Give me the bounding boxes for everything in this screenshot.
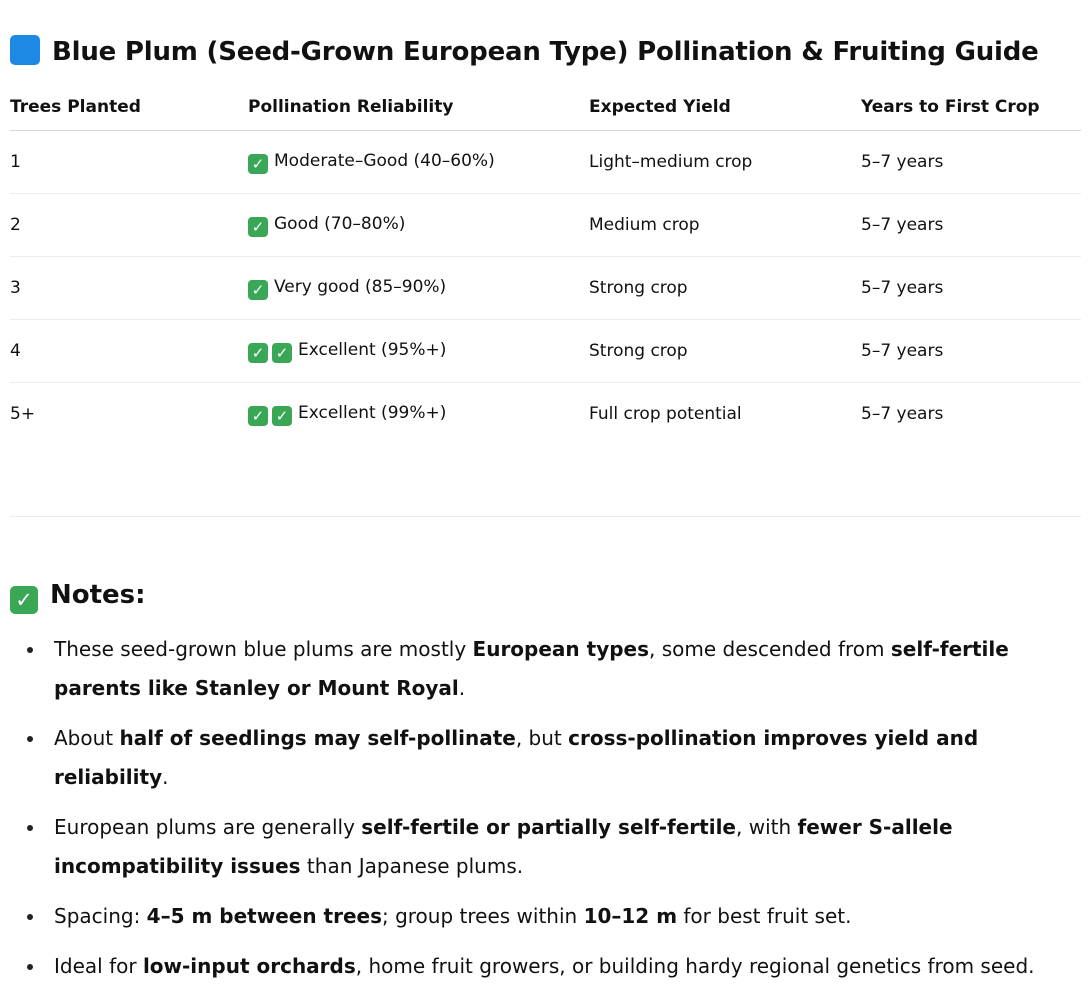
note-emphasis: fewer S-allele incompatibility issues xyxy=(54,815,953,878)
column-header-yield: Expected Yield xyxy=(589,84,861,131)
cell-pollination-reliability xyxy=(248,194,589,257)
list-item xyxy=(54,630,1081,708)
note-emphasis: 4–5 m between trees xyxy=(146,904,382,928)
check-mark-icon: ✓ xyxy=(248,154,268,174)
cell-trees-planted: 4 xyxy=(10,320,248,383)
table-row xyxy=(10,320,1081,383)
cell-years-to-first-crop: 5–7 years xyxy=(861,257,1081,320)
list-item xyxy=(54,897,1081,936)
cell-pollination-reliability xyxy=(248,131,589,194)
cell-trees-planted: 2 xyxy=(10,194,248,257)
cell-years-to-first-crop: 5–7 years xyxy=(861,131,1081,194)
cell-trees-planted: 3 xyxy=(10,257,248,320)
note-text: than Japanese plums. xyxy=(300,854,524,878)
cell-years-to-first-crop: 5–7 years xyxy=(861,404,944,424)
table-row xyxy=(10,194,1081,257)
note-emphasis: European types xyxy=(472,637,650,661)
list-item xyxy=(54,719,1081,797)
cell-expected-yield: Strong crop xyxy=(589,257,861,320)
cell-expected-yield: Medium crop xyxy=(589,194,861,257)
cell-pollination-reliability xyxy=(248,320,589,383)
page-title-text: Blue Plum (Seed-Grown European Type) Pollination & Fruiting Guide xyxy=(52,37,1039,67)
note-emphasis: self-fertile parents like Stanley or Mount Royal xyxy=(54,637,1009,700)
table-row xyxy=(10,131,1081,194)
column-header-years: Years to First Crop xyxy=(861,84,1081,131)
cell-expected-yield: Light–medium crop xyxy=(589,131,861,194)
check-mark-icon: ✓ xyxy=(10,586,38,614)
reliability-text: Excellent (95%+) xyxy=(298,339,447,360)
note-emphasis: 10–12 m xyxy=(583,904,678,928)
cell-years-to-first-crop: 5–7 years xyxy=(861,320,1081,383)
note-text: , some descended from xyxy=(649,637,891,661)
note-emphasis: cross-pollination improves yield and reliability xyxy=(54,726,979,789)
note-text: , home fruit growers, or building hardy regional genetics from seed. xyxy=(355,954,1035,978)
note-text: About xyxy=(54,726,120,750)
table-header-row xyxy=(10,84,1081,131)
notes-list xyxy=(10,630,1081,997)
column-header-trees: Trees Planted xyxy=(10,84,248,131)
check-mark-icon: ✓ xyxy=(248,280,268,300)
page-title xyxy=(10,32,1039,72)
reliability-text: Excellent (99%+) xyxy=(298,402,447,423)
list-item xyxy=(54,808,1081,886)
cell-expected-yield: Strong crop xyxy=(589,320,861,383)
section-divider xyxy=(10,516,1081,517)
note-text: ; group trees within xyxy=(381,904,584,928)
note-text: Spacing: xyxy=(54,904,147,928)
note-emphasis: half of seedlings may self-pollinate xyxy=(119,726,516,750)
cell-pollination-reliability xyxy=(248,257,589,320)
pollination-table xyxy=(10,84,1081,445)
note-text: Ideal for xyxy=(54,954,143,978)
table-body xyxy=(10,131,1081,446)
table-row xyxy=(10,383,1081,446)
table-row xyxy=(10,257,1081,320)
blue-square-icon xyxy=(10,35,40,65)
notes-heading xyxy=(10,574,146,616)
cell-expected-yield: Full crop potential xyxy=(589,404,742,424)
notes-heading-text: Notes: xyxy=(50,580,146,610)
column-header-reliability: Pollination Reliability xyxy=(248,84,589,131)
note-text: , with xyxy=(736,815,798,839)
cell-pollination-reliability xyxy=(248,383,589,446)
check-mark-icon: ✓ xyxy=(272,406,292,426)
cell-trees-planted: 5+ xyxy=(10,404,36,424)
note-text: European plums are generally xyxy=(54,815,362,839)
note-text: . xyxy=(458,676,466,700)
note-text: These seed-grown blue plums are mostly xyxy=(54,637,473,661)
check-mark-icon: ✓ xyxy=(248,343,268,363)
reliability-text: Good (70–80%) xyxy=(274,213,406,234)
check-mark-icon: ✓ xyxy=(248,217,268,237)
note-text: , but xyxy=(515,726,569,750)
reliability-text: Very good (85–90%) xyxy=(274,276,447,297)
check-mark-icon: ✓ xyxy=(248,406,268,426)
reliability-text: Moderate–Good (40–60%) xyxy=(274,150,495,171)
note-text: . xyxy=(162,765,169,789)
list-item xyxy=(54,947,1081,986)
note-emphasis: low-input orchards xyxy=(142,954,356,978)
note-emphasis: self-fertile or partially self-fertile xyxy=(361,815,736,839)
cell-trees-planted: 1 xyxy=(10,131,248,194)
cell-years-to-first-crop: 5–7 years xyxy=(861,194,1081,257)
note-text: for best fruit set. xyxy=(677,904,852,928)
check-mark-icon: ✓ xyxy=(272,343,292,363)
